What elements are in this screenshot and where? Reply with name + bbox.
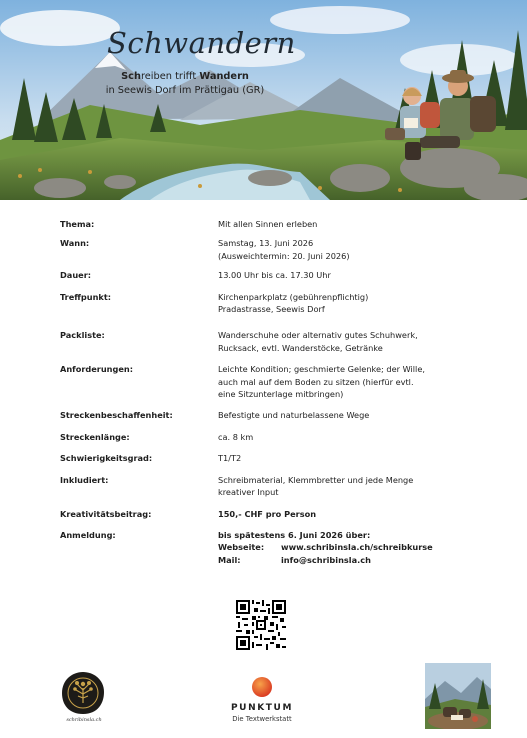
detail-label: Streckenbeschaffenheit: bbox=[60, 410, 173, 421]
detail-row-difficulty bbox=[60, 452, 470, 464]
left-logo-text: schribinsla.ch bbox=[66, 717, 102, 723]
detail-value: Befestigte und naturbelassene Wege bbox=[218, 410, 370, 421]
detail-value: T1/T2 bbox=[218, 453, 242, 464]
mail-link[interactable]: info@schribinsla.ch bbox=[281, 554, 371, 565]
detail-label: Kreativitätsbeitrag: bbox=[60, 508, 152, 519]
detail-label: Thema: bbox=[60, 219, 95, 229]
detail-row-duration bbox=[60, 269, 470, 281]
detail-value: Mit allen Sinnen erleben bbox=[218, 219, 318, 229]
detail-label: Packliste: bbox=[60, 330, 105, 341]
event-title: Schwandern bbox=[107, 26, 296, 60]
detail-label: Anmeldung: bbox=[60, 529, 116, 540]
detail-value: Leichte Kondition; geschmierte Gelenke; der Wille, bbox=[218, 364, 425, 375]
detail-row-route-length bbox=[60, 431, 470, 443]
brand-name: PUNKTUM bbox=[230, 703, 293, 713]
detail-row-theme bbox=[60, 218, 470, 230]
detail-label: Schwierigkeitsgrad: bbox=[60, 453, 153, 464]
brand-subtitle: Die Textwerkstatt bbox=[232, 715, 292, 723]
qr-code-icon[interactable] bbox=[236, 600, 286, 650]
detail-value: Samstag, 13. Juni 2026 bbox=[218, 238, 314, 249]
detail-row-included bbox=[60, 474, 470, 499]
detail-label: Anforderungen: bbox=[60, 364, 134, 375]
detail-row-meeting-point bbox=[60, 291, 470, 316]
registration-mail-row bbox=[218, 554, 470, 566]
hiking-thumbnail-image bbox=[425, 663, 491, 729]
hiking-thumbnail-icon bbox=[425, 663, 491, 729]
website-link[interactable]: www.schribinsla.ch/schreibkurse bbox=[281, 542, 433, 553]
detail-value: eine Sitzunterlage mitbringen) bbox=[218, 389, 344, 400]
detail-value: Schreibmaterial, Klemmbretter und jede Menge bbox=[218, 474, 414, 485]
event-subtitle: Schreiben trifft Wandern in Seewis Dorf im Prättigau (GR) bbox=[105, 71, 265, 96]
detail-label: Treffpunkt: bbox=[60, 291, 112, 302]
detail-row-when bbox=[60, 237, 470, 262]
detail-value: Kirchenparkplatz (gebührenpflichtig) bbox=[218, 291, 369, 302]
mail-key: Mail: bbox=[218, 554, 241, 565]
detail-value: ca. 8 km bbox=[218, 431, 254, 442]
registration-deadline: bis spätestens 6. Juni 2026 über: bbox=[218, 529, 371, 540]
detail-row-packing-list bbox=[60, 329, 470, 354]
detail-label: Dauer: bbox=[60, 270, 92, 281]
event-details bbox=[60, 218, 470, 566]
detail-label: Wann: bbox=[60, 238, 90, 249]
hero-banner bbox=[0, 0, 527, 200]
detail-row-registration bbox=[60, 529, 470, 566]
website-key: Webseite: bbox=[218, 542, 265, 553]
detail-value: 13.00 Uhr bis ca. 17.30 Uhr bbox=[218, 270, 331, 281]
detail-label: Streckenlänge: bbox=[60, 431, 130, 442]
detail-value: Pradastrasse, Seewis Dorf bbox=[218, 304, 325, 315]
detail-label: Inkludiert: bbox=[60, 474, 109, 485]
detail-value: (Ausweichtermin: 20. Juni 2026) bbox=[218, 250, 350, 261]
detail-value: 150,- CHF pro Person bbox=[218, 508, 317, 519]
detail-value: Wanderschuhe oder alternativ gutes Schuhwerk, bbox=[218, 330, 418, 341]
detail-row-route-surface bbox=[60, 409, 470, 421]
detail-value: Rucksack, evtl. Wanderstöcke, Getränke bbox=[218, 342, 383, 353]
detail-row-fee bbox=[60, 508, 470, 520]
detail-row-requirements bbox=[60, 363, 470, 400]
detail-value: kreativer Input bbox=[218, 487, 279, 498]
registration-website-row bbox=[218, 541, 470, 553]
detail-value: auch mal auf dem Boden zu sitzen (hierfür evtl. bbox=[218, 376, 414, 387]
